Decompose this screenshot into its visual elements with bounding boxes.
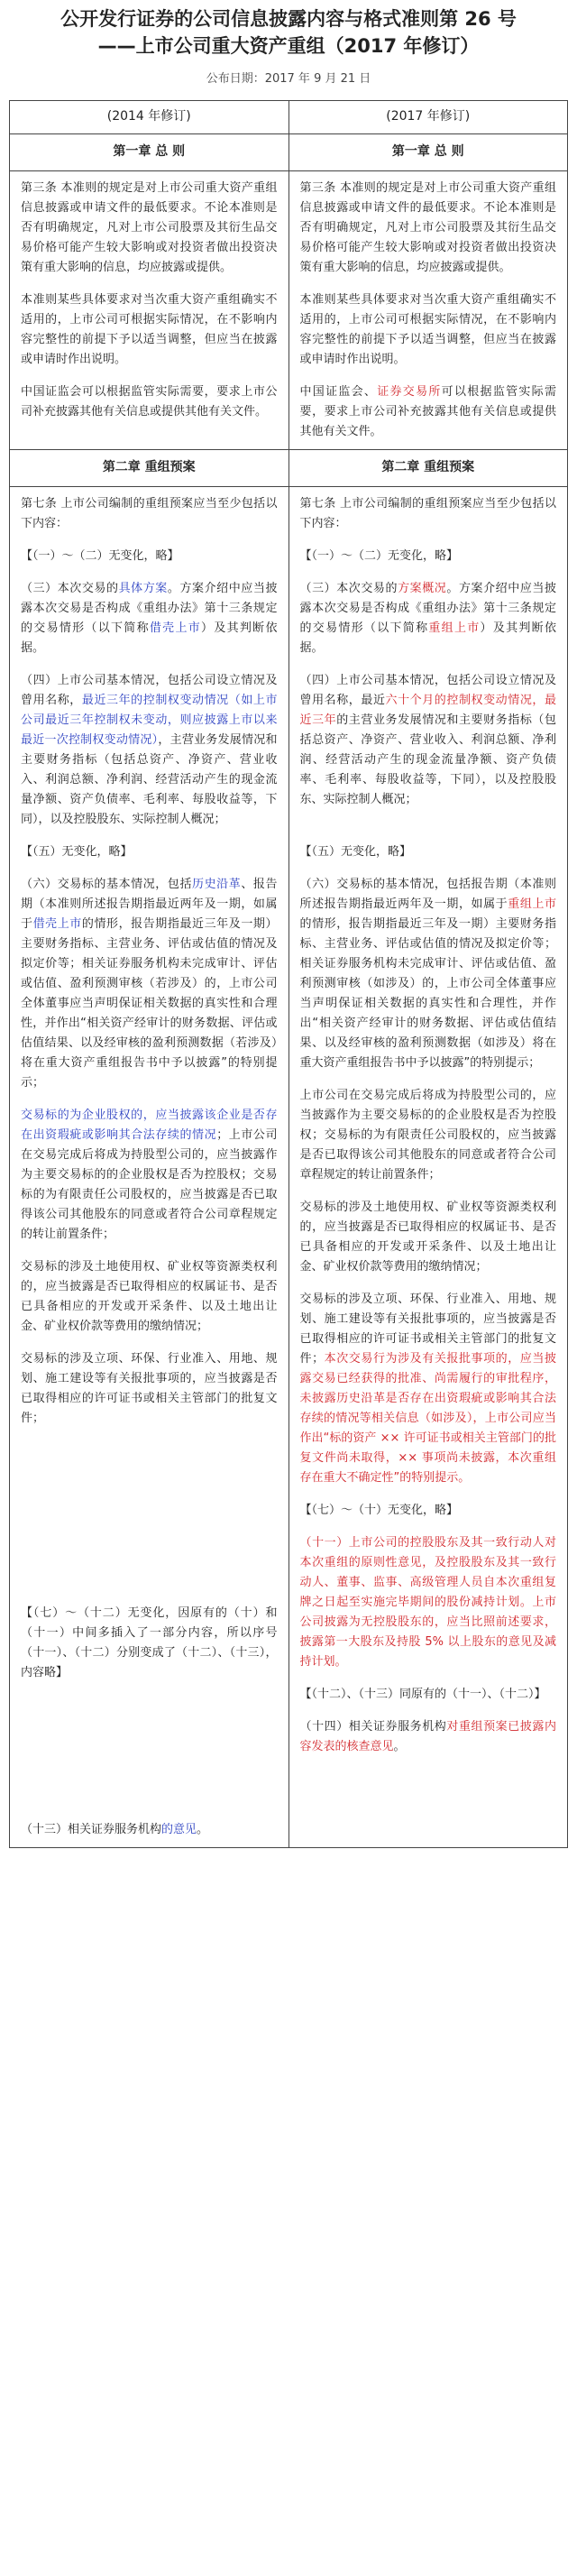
left-art3-p2: 本准则某些具体要求对当次重大资产重组确实不适用的，上市公司可根据实际情况，在不影响内容完整性的前提下予以适当调整，但应当在披露或申请时作出说明。 xyxy=(21,293,278,366)
right-spacer xyxy=(300,823,557,842)
left-art7-item6-land: 交易标的涉及土地使用权、矿业权等资源类权利的，应当披露是否已取得相应的权属证书、是否已具备相应的开发或开采条件、以及土地出让金、矿业权价款等费用的缴纳情况； xyxy=(21,1260,278,1333)
highlight-blue: 交易标的为企业股权的，应当披露该企业是否存在出资瑕疵或影响其合法存续的情况 xyxy=(21,1109,278,1142)
right-art7-item6 xyxy=(300,875,557,1073)
left-art7-item6-approval: 交易标的涉及立项、环保、行业准入、用地、规划、施工建设等有关报批事项的，应当披露是否已取得相应的许可证书或相关主管部门的批复文件； xyxy=(21,1352,278,1425)
text-run: 交易标的涉及立项、环保、行业准入、用地、规划、施工建设等有关报批事项的，应当披露是否已取得相应的许可证书或相关主管部门的批复文件； xyxy=(299,1293,556,1366)
chapter-title-row xyxy=(10,450,568,487)
text-run: 。 xyxy=(197,1823,209,1836)
right-art7-item11: （十一）上市公司的控股股东及其一致行动人对本次重组的原则性意见，及控股股东及其一致行动人、董事、监事、高级管理人员自本次重组复牌之日起至实施完毕期间的股份减持计划。上市公司披露为无控股股东的，应当比照前述要求，披露第一大股东及持股 5% 以上股东的意见及减持计划。 xyxy=(299,1536,556,1669)
publish-date: 公布日期：2017 年 9 月 21 日 xyxy=(206,72,371,86)
left-art3-p1: 第三条 本准则的规定是对上市公司重大资产重组信息披露或申请文件的最低要求。不论本准则是否有明确规定，凡对上市公司股票及其衍生品交易价格可能产生较大影响或对投资者做出投资决策有重大影响的信息，均应披露或提供。 xyxy=(21,181,278,274)
text-run: 。方案介绍中应当披露本次交易是否构成《重组办法》第十三条规定的交易情形（以下简称 xyxy=(21,582,278,635)
document-title: 公开发行证券的公司信息披露内容与格式准则第 26 号 xyxy=(60,8,517,30)
chapter1-right-cell xyxy=(288,171,568,450)
right-art3-p2: 本准则某些具体要求对当次重大资产重组确实不适用的，上市公司可根据实际情况，在不影响内容完整性的前提下予以适当调整，但应当在披露或申请时作出说明。 xyxy=(299,293,556,366)
left-art7-intro: 第七条 上市公司编制的重组预案应当至少包括以下内容： xyxy=(21,497,278,530)
column-header-left: (2014 年修订) xyxy=(10,101,289,134)
highlight-red: 证券交易所 xyxy=(377,385,442,399)
text-run: 。方案介绍中应当披露本次交易是否构成《重组办法》第十三条规定的交易情形（以下简称 xyxy=(299,582,556,635)
chapter2-right-cell xyxy=(288,487,568,1848)
chapter2-title-left: 第二章 重组预案 xyxy=(10,450,289,487)
text-run: 。 xyxy=(393,1740,406,1753)
right-art7-item12-13: 【（十二）、（十三）同原有的（十一）、（十二）】 xyxy=(299,1688,546,1701)
right-art7-item4 xyxy=(300,671,557,810)
chapter1-title-right: 第一章 总 则 xyxy=(288,134,568,171)
right-art7-item3 xyxy=(300,579,557,658)
page xyxy=(0,5,577,2576)
chapter-title-row xyxy=(10,134,568,171)
right-art3-p3 xyxy=(300,382,557,442)
text-run: （十三）相关证券服务机构 xyxy=(21,1823,162,1836)
text-run: （六）交易标的基本情况，包括报告期（本准则所述报告期指最近两年及一期，如属于 xyxy=(299,878,556,911)
highlight-blue: 借壳上市 xyxy=(32,917,82,931)
text-run: （三）本次交易的 xyxy=(299,582,398,595)
right-art7-item1-2: 【（一）～（二）无变化，略】 xyxy=(299,549,459,563)
right-art7-item6-approval xyxy=(300,1290,557,1488)
text-run: 的情形，报告期指最近三年及一期）主要财务指标、主营业务、评估或估值的情况及拟定价等；相关证券服务机构未完成审计、评估或估值、盈利预测审核（若涉及）的，上市公司全体董事应当声明保证相关数据的真实性和合理性，并作出“相关资产经审计的财务数据、评估或估值结果、以及经审核的盈利预测数据（若涉及）将在重大资产重组报告书中予以披露”的特别提示； xyxy=(21,917,278,1090)
highlight-blue: 最近三年的控制权变动情况（如上市公司最近三年控制权未变动，则应披露上市以来最近一次控制权变动情况） xyxy=(21,694,278,747)
highlight-red: 重组上市 xyxy=(428,621,481,635)
chapter2-content-row xyxy=(10,487,568,1848)
left-art7-item7-12: 【（七）～（十二）无变化，因原有的（十）和（十一）中间多插入了一部分内容，所以序号（十一）、（十二）分别变成了（十二）、（十三），内容略】 xyxy=(21,1606,278,1679)
left-art7-item6 xyxy=(21,875,278,1093)
left-art3-p3: 中国证监会可以根据监管实际需要，要求上市公司补充披露其他有关信息或提供其他有关文件。 xyxy=(21,385,278,419)
chapter1-left-cell xyxy=(10,171,289,450)
chapter2-title-right: 第二章 重组预案 xyxy=(288,450,568,487)
left-art7-item13 xyxy=(21,1820,278,1840)
left-art7-item1-2: 【（一）～（二）无变化，略】 xyxy=(21,549,179,563)
highlight-blue: 历史沿革 xyxy=(192,878,242,891)
left-spacer xyxy=(21,1441,278,1604)
chapter1-content-row xyxy=(10,171,568,450)
chapter1-title-left: 第一章 总 则 xyxy=(10,134,289,171)
left-art7-item6-equity xyxy=(21,1106,278,1245)
right-art7-item6-land: 交易标的涉及土地使用权、矿业权等资源类权利的，应当披露是否已取得相应的权属证书、是否已具备相应的开发或开采条件、以及土地出让金、矿业权价款等费用的缴纳情况； xyxy=(299,1201,556,1274)
text-run: 的主营业务发展情况和主要财务指标（包括总资产、净资产、营业收入、利润总额、净利润、经营活动产生的现金流量净额、资产负债率、毛利率、每股收益等，下同），以及控股股东、实际控制人概况； xyxy=(299,713,556,806)
highlight-blue: 的意见 xyxy=(161,1823,197,1836)
column-header-right: (2017 年修订) xyxy=(288,101,568,134)
text-run: 中国证监会、 xyxy=(299,385,378,399)
highlight-red: 方案概况 xyxy=(398,582,447,595)
document-subtitle: ——上市公司重大资产重组（2017 年修订） xyxy=(97,35,480,57)
column-header-row xyxy=(10,101,568,134)
text-run: 、报告期（本准则所述报告期指最近两年及一期，如属于 xyxy=(21,878,278,931)
highlight-red: 六十个月的控制权变动情况，最近三年 xyxy=(299,694,556,727)
highlight-blue: 借壳上市 xyxy=(149,621,202,635)
comparison-table xyxy=(9,100,568,1848)
text-run: （六）交易标的基本情况，包括 xyxy=(21,878,193,891)
highlight-red: 重组上市 xyxy=(508,897,556,911)
right-art7-item14 xyxy=(300,1717,557,1757)
right-art7-item7-10: 【（七）～（十）无变化，略】 xyxy=(299,1504,459,1517)
text-run: ）及其判断依据。 xyxy=(299,621,556,655)
text-run: 可以根据监管实际需要，要求上市公司补充披露其他有关信息或提供其他有关文件。 xyxy=(299,385,556,438)
left-art7-item3 xyxy=(21,579,278,658)
left-art7-item4 xyxy=(21,671,278,830)
text-run: （四）上市公司基本情况，包括公司设立情况及曾用名称， xyxy=(21,674,278,707)
text-run: （三）本次交易的 xyxy=(21,582,119,595)
text-run: （四）上市公司基本情况，包括公司设立情况及曾用名称，最近 xyxy=(299,674,556,707)
right-art7-item6-equity: 上市公司在交易完成后将成为持股型公司的，应当披露作为主要交易标的的企业股权是否为控股权；交易标的为有限责任公司股权的，应当披露是否已取得该公司其他股东的同意或者符合公司章程规定的转让前置条件； xyxy=(299,1089,556,1182)
right-art7-intro: 第七条 上市公司编制的重组预案应当至少包括以下内容： xyxy=(299,497,556,530)
left-spacer xyxy=(21,1696,278,1820)
chapter2-left-cell xyxy=(10,487,289,1848)
right-art7-item5: 【（五）无变化，略】 xyxy=(299,845,412,859)
left-art7-item5: 【（五）无变化，略】 xyxy=(21,845,133,859)
text-run: ）及其判断依据。 xyxy=(21,621,278,655)
text-run: 的情形，报告期指最近三年及一期）主要财务指标、主营业务、评估或估值的情况及拟定价等；相关证券服务机构未完成审计、评估或估值、盈利预测审核（如涉及）的，上市公司全体董事应当声明保证相关数据的真实性和合理性，并作出“相关资产经审计的财务数据、评估或估值结果、以及经审核的盈利预测数据（如涉及）将在重大资产重组报告书中予以披露”的特别提示； xyxy=(299,917,556,1070)
text-run: （十四）相关证券服务机构 xyxy=(299,1720,447,1734)
highlight-red: 对重组预案已披露内容发表的核查意见 xyxy=(299,1720,556,1753)
highlight-red: 本次交易行为涉及有关报批事项的，应当披露交易已经获得的批准、尚需履行的审批程序，未披露历史沿革是否存在出资瑕疵或影响其合法存续的情况等相关信息（如涉及），上市公司应当作出“标的资产 ×× 许可证书或相关主管部门的批复文件尚未取得，×× 事项尚未披露，本次重组存在重大不确定性”的特别提示。 xyxy=(299,1352,556,1485)
right-art3-p1: 第三条 本准则的规定是对上市公司重大资产重组信息披露或申请文件的最低要求。不论本准则是否有明确规定，凡对上市公司股票及其衍生品交易价格可能产生较大影响或对投资者做出投资决策有重大影响的信息，均应披露或提供。 xyxy=(299,181,556,274)
text-run: ；上市公司在交易完成后将成为持股型公司的，应当披露作为主要交易标的的企业股权是否为控股权；交易标的为有限责任公司股权的，应当披露是否已取得该公司其他股东的同意或者符合公司章程规定的转让前置条件； xyxy=(21,1128,278,1241)
highlight-blue: 具体方案 xyxy=(118,582,168,595)
text-run: ，主营业务发展情况和主要财务指标（包括总资产、净资产、营业收入、利润总额、净利润、经营活动产生的现金流量净额、资产负债率、毛利率、每股收益等，下同），以及控股股东、实际控制人概况； xyxy=(21,733,278,826)
